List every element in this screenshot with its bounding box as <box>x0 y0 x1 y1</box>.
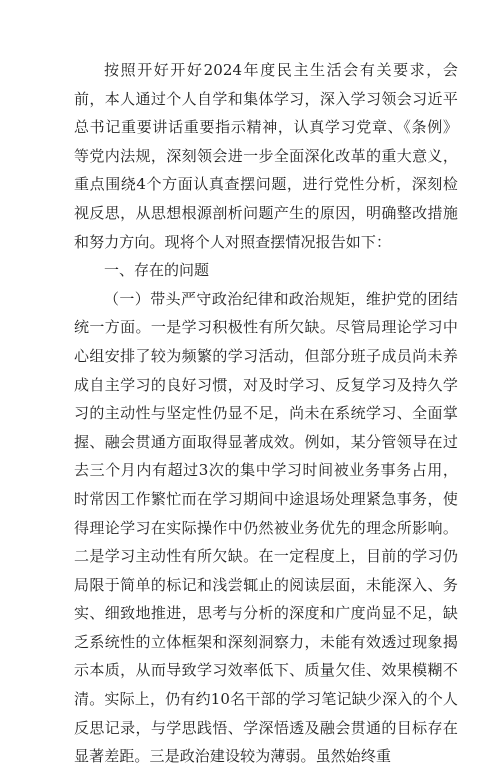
intro-paragraph: 按照开好开好2024年度民主生活会有关要求，会前，本人通过个人自学和集体学习，深入学习领会习近平总书记重要讲话重要指示精神，认真学习党章、《条例》等党内法规，深刻领会进一步全面深化改革的重大意义，重点围绕4个方面认真查摆问题，进行党性分析，深刻检视反思，从思想根源剖析问题产生的原因，明确整改措施和努力方向。现将个人对照查摆情况报告如下： <box>74 61 458 251</box>
section-heading: 一、存在的问题 <box>104 261 210 280</box>
body-paragraph: （一）带头严守政治纪律和政治规矩，维护党的团结统一方面。一是学习积极性有所欠缺。尽管局理论学习中心组安排了较为频繁的学习活动，但部分班子成员尚未养成自主学习的良好习惯，对及时学习、反复学习及持久学习的主动性与坚定性仍显不足，尚未在系统学习、全面掌握、融会贯通方面取得显著成效。例如，某分管领导在过去三个月内有超过3次的集中学习时间被业务事务占用，时常因工作繁忙而在学习期间中途退场处理紧急事务，使得理论学习在实际操作中仍然被业务优先的理念所影响。二是学习主动性有所欠缺。在一定程度上，目前的学习仍局限于简单的标记和浅尝辄止的阅读层面，未能深入、务实、细致地推进，思考与分析的深度和广度尚显不足，缺乏系统性的立体框架和深刻洞察力，未能有效透过现象揭示本质，从而导致学习效率低下、质量欠佳、效果模糊不清。实际上，仍有约10名干部的学习笔记缺少深入的个人反思记录，与学思践悟、学深悟透及融会贯通的目标存在显著差距。三是政治建设较为薄弱。虽然始终重 <box>74 289 458 766</box>
